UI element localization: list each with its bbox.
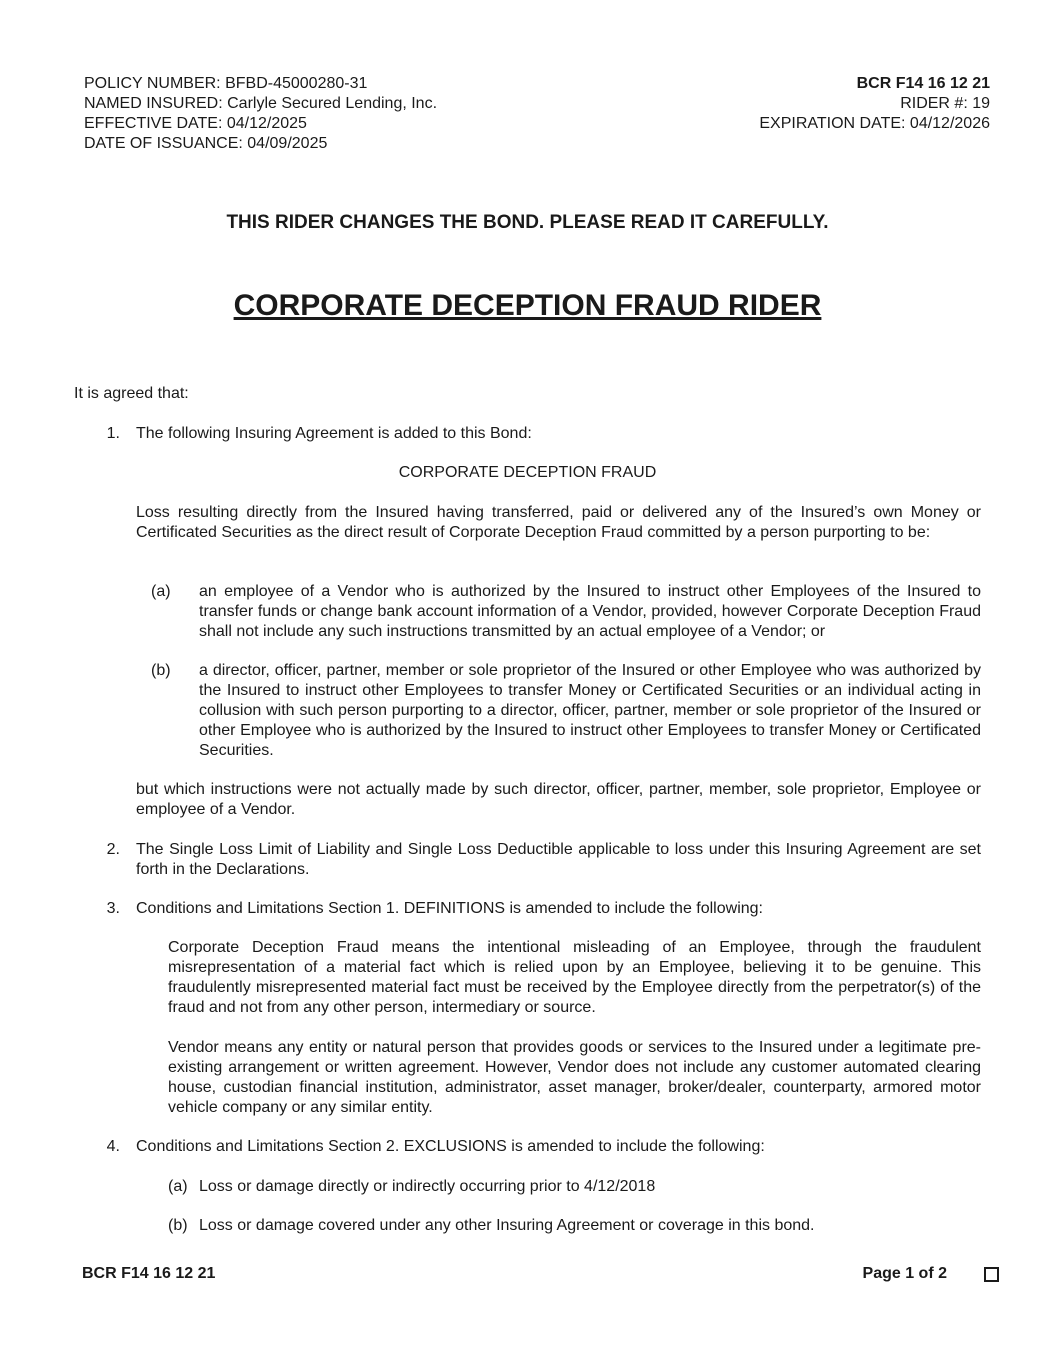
policy-header-left [84, 74, 437, 154]
item-number: 3. [106, 900, 120, 917]
form-number: BCR F14 16 12 21 [856, 75, 990, 92]
intro-text: It is agreed that: [74, 385, 189, 402]
rider-title: CORPORATE DECEPTION FRAUD RIDER [233, 289, 822, 322]
item-2-text: The Single Loss Limit of Liability and Single Loss Deductible applicable to loss under this Insuring Agreement are set forth in the Declarations. [136, 841, 981, 878]
sub-item-label: (b) [151, 662, 171, 679]
expiration-date: EXPIRATION DATE: 04/12/2026 [759, 115, 990, 132]
item-1-text: The following Insuring Agreement is added to this Bond: [136, 425, 532, 442]
rider-notice: THIS RIDER CHANGES THE BOND. PLEASE READ IT CAREFULLY. [226, 212, 829, 233]
footer-form-number: BCR F14 16 12 21 [82, 1265, 216, 1282]
insuring-agreement-heading: CORPORATE DECEPTION FRAUD [398, 464, 657, 481]
exclusion-b-text: Loss or damage covered under any other Insuring Agreement or coverage in this bond. [199, 1217, 815, 1234]
effective-date: EFFECTIVE DATE: 04/12/2025 [84, 115, 307, 132]
named-insured: NAMED INSURED: Carlyle Secured Lending, Inc. [84, 95, 438, 112]
item-number: 4. [106, 1138, 120, 1155]
rider-number: RIDER #: 19 [900, 95, 990, 112]
item-3-text: Conditions and Limitations Section 1. DEFINITIONS is amended to include the following: [136, 900, 763, 917]
sub-item-a-text: an employee of a Vendor who is authorized by the Insured to instruct other Employees of the Insured to transfer funds or change bank account information of a Vendor, provided, however Corporate Deception Fraud shall not include any such instructions transmitted by an actual employee of a Vendor; or [199, 583, 981, 640]
sub-item-label: (a) [151, 583, 171, 600]
definition-vendor: Vendor means any entity or natural person that provides goods or services to the Insured under a legitimate pre-existing arrangement or written agreement. However, Vendor does not include any customer automated clearing house, custodian financial institution, administrator, asset manager, broker/dealer, counterparty, armored motor vehicle company or any similar entity. [168, 1039, 981, 1116]
insuring-agreement-closing: but which instructions were not actually made by such director, officer, partner, member, sole proprietor, Employee or employee of a Vendor. [136, 781, 981, 818]
sub-item-b-text: a director, officer, partner, member or sole proprietor of the Insured or other Employee who was authorized by the Insured to instruct other Employees to transfer Money or Certificated Securities or an individual acting in collusion with such person purporting to a director, officer, partner, member or sole proprietor of the Insured or other Employee who is authorized by the Insured to instruct other Employees to transfer Money or Certificated Securities. [199, 662, 981, 759]
exclusion-a-text: Loss or damage directly or indirectly occurring prior to 4/12/2018 [199, 1178, 656, 1195]
policy-header-right [759, 74, 990, 134]
checkbox-square-icon [984, 1267, 999, 1282]
policy-number: POLICY NUMBER: BFBD-45000280-31 [84, 75, 368, 92]
definition-corporate-deception-fraud: Corporate Deception Fraud means the intentional misleading of an Employee, through the fraudulent misrepresentation of a material fact which is relied upon by an Employee, believing it to be genuine. This fraudulently misrepresented material fact must be received by the Employee directly from the perpetrator(s) of the fraud and not from any other person, intermediary or source. [168, 939, 981, 1016]
item-number: 1. [106, 425, 120, 442]
item-number: 2. [106, 841, 120, 858]
page-indicator: Page 1 of 2 [862, 1265, 947, 1282]
insuring-agreement-body: Loss resulting directly from the Insured having transferred, paid or delivered any of the Insured’s own Money or Certificated Securities as the direct result of Corporate Deception Fraud committed by a person purporting to be: [136, 504, 981, 541]
exclusion-label: (a) [168, 1178, 188, 1195]
item-4-text: Conditions and Limitations Section 2. EXCLUSIONS is amended to include the following: [136, 1138, 765, 1155]
date-of-issuance: DATE OF ISSUANCE: 04/09/2025 [84, 135, 328, 152]
exclusion-label: (b) [168, 1217, 188, 1234]
